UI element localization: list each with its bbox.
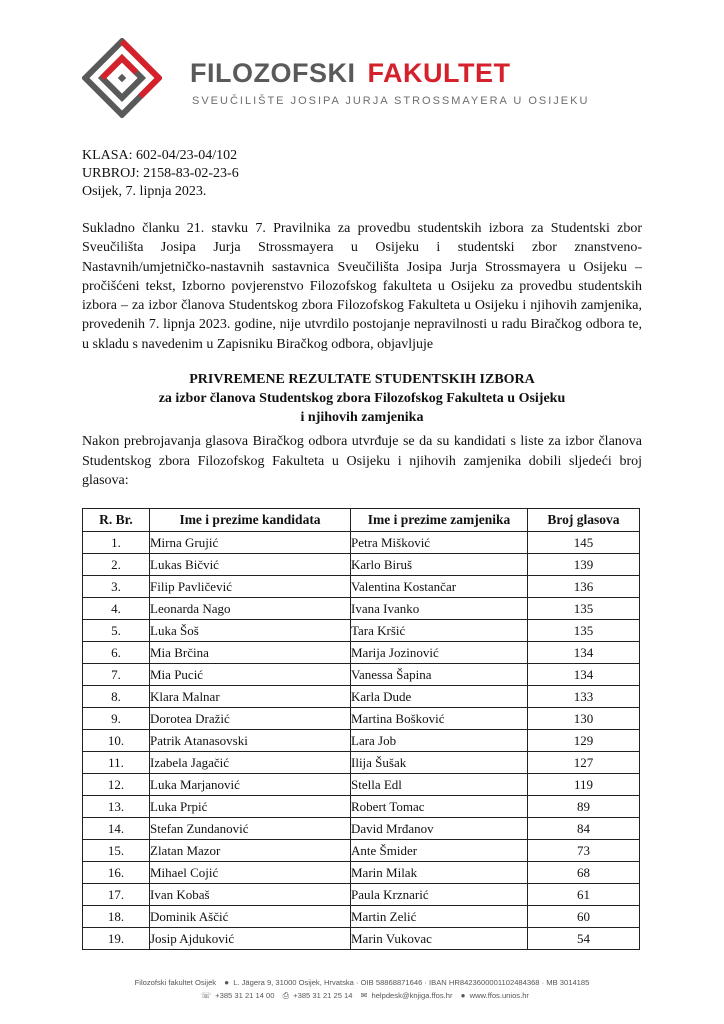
row-number: 3. [83,576,150,598]
vote-count: 135 [528,598,640,620]
deputy-name: Valentina Kostančar [351,576,528,598]
location-pin-icon: ● [224,978,230,987]
footer-phone: +385 31 21 14 00 [215,991,275,1000]
table-row [83,730,640,752]
deputy-name: David Mrđanov [351,818,528,840]
university-tagline: SVEUČILIŠTE JOSIPA JURJA STROSSMAYERA U OSIJEKU [192,95,590,107]
vote-count: 135 [528,620,640,642]
table-row [83,686,640,708]
table-row [83,620,640,642]
candidate-name: Dominik Aščić [150,906,351,928]
table-row [83,796,640,818]
candidate-name: Izabela Jagačić [150,752,351,774]
table-row [83,862,640,884]
vote-count: 127 [528,752,640,774]
deputy-name: Marija Jozinović [351,642,528,664]
deputy-name: Paula Krznarić [351,884,528,906]
table-header-row [83,509,640,532]
document-reference [82,147,239,201]
table-row [83,532,640,554]
results-table [82,508,640,950]
vote-count: 134 [528,664,640,686]
candidate-name: Ivan Kobaš [150,884,351,906]
candidate-name: Luka Šoš [150,620,351,642]
candidate-name: Mihael Cojić [150,862,351,884]
row-number: 18. [83,906,150,928]
deputy-name: Stella Edl [351,774,528,796]
footer-web[interactable]: www.ffos.unios.hr [469,991,529,1000]
footer-email[interactable]: helpdesk@knjiga.ffos.hr [371,991,453,1000]
vote-count: 73 [528,840,640,862]
row-number: 13. [83,796,150,818]
row-number: 2. [83,554,150,576]
vote-count: 60 [528,906,640,928]
candidate-name: Patrik Atanasovski [150,730,351,752]
row-number: 11. [83,752,150,774]
document-title [82,370,642,427]
vote-count: 129 [528,730,640,752]
row-number: 4. [83,598,150,620]
web-icon: ● [460,991,466,1000]
candidate-name: Mirna Grujić [150,532,351,554]
table-row [83,928,640,950]
fax-icon: ⎙ [282,991,290,1000]
maze-diamond-logo [82,38,162,118]
mail-icon: ✉ [360,991,368,1000]
candidate-name: Zlatan Mazor [150,840,351,862]
deputy-name: Lara Job [351,730,528,752]
vote-count: 130 [528,708,640,730]
deputy-name: Martin Zelić [351,906,528,928]
row-number: 1. [83,532,150,554]
row-number: 16. [83,862,150,884]
deputy-name: Karla Dude [351,686,528,708]
row-number: 15. [83,840,150,862]
table-row [83,554,640,576]
title-line-2: za izbor članova Studentskog zbora Filozofskog Fakulteta u Osijeku [158,391,566,406]
table-row [83,818,640,840]
table-row [83,774,640,796]
row-number: 14. [83,818,150,840]
row-number: 9. [83,708,150,730]
table-row [83,598,640,620]
table-row [83,906,640,928]
vote-count: 133 [528,686,640,708]
vote-count: 139 [528,554,640,576]
place-date: Osijek, 7. lipnja 2023. [82,184,207,199]
vote-count: 61 [528,884,640,906]
deputy-name: Marin Milak [351,862,528,884]
table-row [83,840,640,862]
phone-icon: ☏ [201,991,212,1000]
vote-count: 134 [528,642,640,664]
deputy-name: Petra Mišković [351,532,528,554]
header-rbr: R. Br. [83,509,150,532]
table-row [83,576,640,598]
candidate-name: Mia Pucić [150,664,351,686]
table-row [83,642,640,664]
table-row [83,664,640,686]
klasa: KLASA: 602-04/23-04/102 [82,148,238,163]
footer-fax: +385 31 21 25 14 [293,991,353,1000]
vote-count: 119 [528,774,640,796]
brand-word-fakultet: FAKULTET [367,58,511,88]
brand-word-filozofski: FILOZOFSKI [190,58,356,88]
footer-line-2 [0,989,724,1002]
urbroj: URBROJ: 2158-83-02-23-6 [82,166,239,181]
candidate-name: Stefan Zundanović [150,818,351,840]
row-number: 7. [83,664,150,686]
deputy-name: Karlo Biruš [351,554,528,576]
candidate-name: Luka Prpić [150,796,351,818]
deputy-name: Robert Tomac [351,796,528,818]
candidate-name: Dorotea Dražić [150,708,351,730]
candidate-name: Luka Marjanović [150,774,351,796]
candidate-name: Klara Malnar [150,686,351,708]
footer [0,976,724,1002]
deputy-name: Tara Kršić [351,620,528,642]
candidate-name: Leonarda Nago [150,598,351,620]
candidate-name: Mia Brčina [150,642,351,664]
results-paragraph: Nakon prebrojavanja glasova Biračkog odbora utvrđuje se da su kandidati s liste za izbor članova Studentskog zbora Filozofskog Fakulteta u Osijeku i njihovih zamjenika dobili sljedeći broj glasova: [82,434,642,488]
vote-count: 136 [528,576,640,598]
deputy-name: Marin Vukovac [351,928,528,950]
row-number: 17. [83,884,150,906]
footer-line-1 [0,976,724,989]
faculty-name [190,58,510,89]
deputy-name: Vanessa Šapina [351,664,528,686]
candidate-name: Lukas Bičvić [150,554,351,576]
table-row [83,884,640,906]
deputy-name: Ilija Šušak [351,752,528,774]
vote-count: 68 [528,862,640,884]
vote-count: 84 [528,818,640,840]
header-votes: Broj glasova [528,509,640,532]
letterhead [82,38,590,118]
row-number: 12. [83,774,150,796]
title-line-1: PRIVREMENE REZULTATE STUDENTSKIH IZBORA [189,372,535,387]
row-number: 5. [83,620,150,642]
table-body [83,532,640,950]
deputy-name: Ante Šmider [351,840,528,862]
intro-paragraph: Sukladno članku 21. stavku 7. Pravilnika za provedbu studentskih izbora za Studentski zbor Sveučilišta Josipa Jurja Strossmayera u Osijeku i studentski zbor znanstveno-Nastavnih/umjetničko-nastavnih sastavnica Sveučilišta Josipa Jurja Strossmayera u Osijeku – pročišćeni tekst, Izborno povjerenstvo Filozofskog fakulteta u Osijeku za provedbu studentskih izbora – za izbor članova Studentskog zbora Filozofskog Fakulteta u Osijeku i njihovih zamjenika, provedenih 7. lipnja 2023. godine, nije utvrdilo postojanje nepravilnosti u radu Biračkog odbora te, u skladu s navedenim u Zapisniku Biračkog odbora, objavljuje [82,221,642,352]
footer-address: L. Jägera 9, 31000 Osijek, Hrvatska · OIB 58868871646 · IBAN HR8423600001102484368 · MB 3014185 [233,978,590,987]
table-row [83,752,640,774]
row-number: 10. [83,730,150,752]
vote-count: 89 [528,796,640,818]
footer-faculty-name: Filozofski fakultet Osijek [134,978,217,987]
deputy-name: Martina Bošković [351,708,528,730]
deputy-name: Ivana Ivanko [351,598,528,620]
row-number: 19. [83,928,150,950]
candidate-name: Josip Ajduković [150,928,351,950]
row-number: 6. [83,642,150,664]
header-deputy: Ime i prezime zamjenika [351,509,528,532]
candidate-name: Filip Pavličević [150,576,351,598]
table-row [83,708,640,730]
vote-count: 54 [528,928,640,950]
vote-count: 145 [528,532,640,554]
row-number: 8. [83,686,150,708]
header-candidate: Ime i prezime kandidata [150,509,351,532]
title-line-3: i njihovih zamjenika [300,410,424,425]
